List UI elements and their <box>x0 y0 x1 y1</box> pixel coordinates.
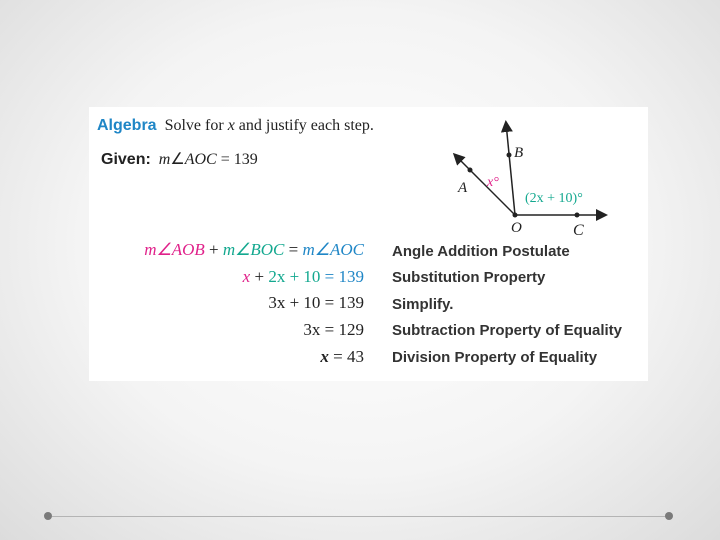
label-b: B <box>514 145 524 161</box>
step-5-reason: Division Property of Equality <box>392 349 598 366</box>
point-a <box>468 168 473 173</box>
slide-dot-left <box>44 512 52 520</box>
point-o <box>513 213 518 218</box>
section-label: Algebra <box>97 117 157 134</box>
angle-boc-label: (2x + 10)° <box>525 191 583 206</box>
label-a: A <box>458 180 468 196</box>
label-o: O <box>511 220 522 236</box>
instruction-text: Solve for x and justify each step. <box>164 117 374 134</box>
step-1-reason: Angle Addition Postulate <box>392 243 570 260</box>
point-b <box>507 153 512 158</box>
step-4-reason: Subtraction Property of Equality <box>392 322 623 339</box>
step-3-equation: 3x + 10 = 139 <box>268 293 364 312</box>
given-statement <box>101 149 258 169</box>
angle-aob-label: x° <box>487 175 499 190</box>
step-1-equation: m∠AOB + m∠BOC = m∠AOC <box>144 240 364 259</box>
step-2-reason: Substitution Property <box>392 269 546 286</box>
problem-header <box>97 117 374 135</box>
slide-divider-line <box>52 516 669 517</box>
angle-diagram <box>449 115 649 240</box>
given-label: Given: <box>101 151 151 168</box>
slide-dot-right <box>665 512 673 520</box>
step-2-equation: x + 2x + 10 = 139 <box>242 267 364 286</box>
step-3-reason: Simplify. <box>392 296 454 313</box>
step-5-equation: x = 43 <box>320 347 364 366</box>
step-4-equation: 3x = 129 <box>303 320 364 339</box>
ray-ob <box>506 123 515 215</box>
algebra-example-panel <box>89 107 648 381</box>
given-expression: m∠AOC = 139 <box>158 151 258 168</box>
point-c <box>575 213 580 218</box>
label-c: C <box>573 222 584 239</box>
